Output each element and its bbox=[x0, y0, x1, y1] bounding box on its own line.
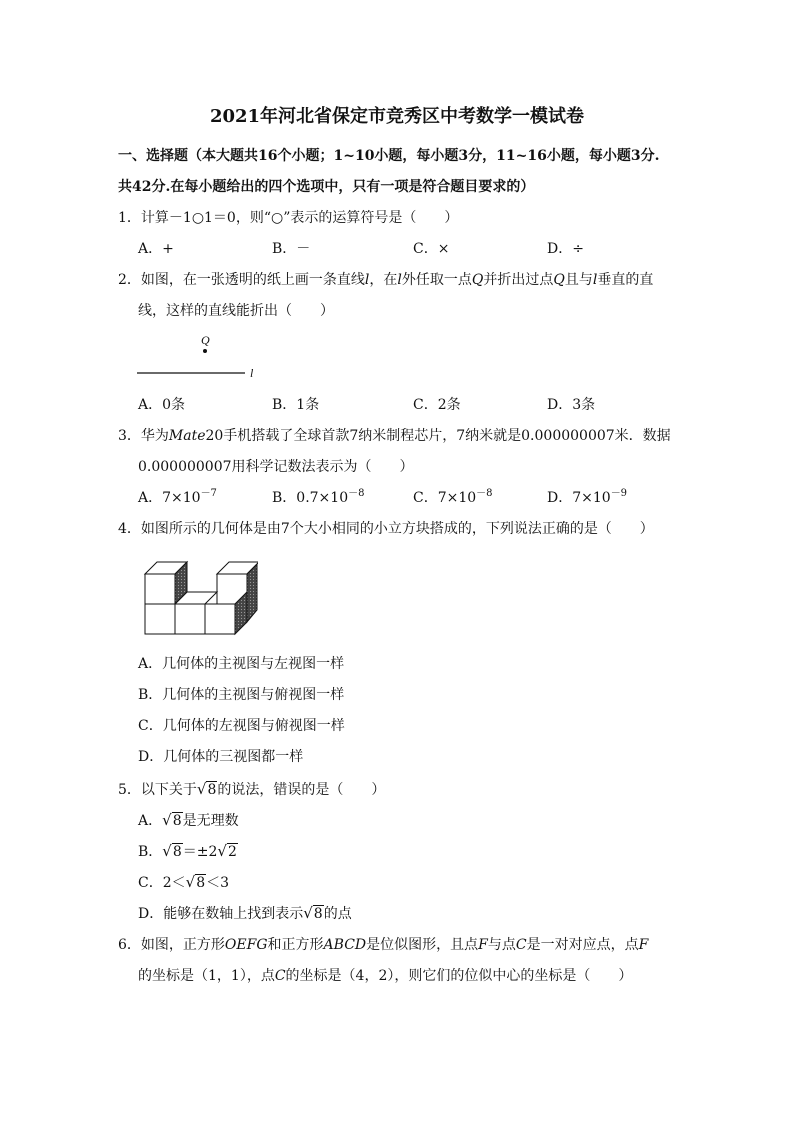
q2-option-a: A．0条 bbox=[138, 397, 186, 413]
cube-shade-right-high bbox=[247, 564, 257, 622]
q2-option-c: C．2条 bbox=[413, 397, 461, 413]
q2-var-q-2: Q bbox=[553, 272, 565, 288]
q3-stem-line1 bbox=[118, 427, 671, 445]
q6-stem-line2 bbox=[138, 967, 632, 985]
q5-option-c bbox=[138, 873, 229, 892]
sqrt-2-b bbox=[217, 842, 237, 861]
q2-stem-line2: 线，这样的直线能折出（ ） bbox=[138, 303, 334, 319]
q6-text-3: 是位似图形，且点 bbox=[366, 937, 479, 953]
radical-sign-a: √ bbox=[162, 811, 172, 829]
radical-sign: √ bbox=[196, 780, 207, 798]
q5-option-a bbox=[138, 811, 239, 830]
q5-text-b: 的说法，错误的是（ ） bbox=[217, 782, 386, 798]
q6-text-1: 6．如图，正方形 bbox=[118, 937, 225, 953]
q4-option-c: C．几何体的左视图与俯视图一样 bbox=[138, 718, 345, 734]
q3-option-d-exp: －9 bbox=[610, 488, 628, 499]
q5-a-text: 是无理数 bbox=[182, 813, 239, 829]
q2-figure bbox=[135, 330, 265, 380]
radical-sign-b: √ bbox=[162, 842, 172, 860]
q2-var-l-3: l bbox=[592, 272, 598, 288]
q4-option-d: D．几何体的三视图都一样 bbox=[138, 749, 304, 765]
q6-stem-line1 bbox=[118, 936, 648, 954]
radicand-8-a: 8 bbox=[172, 813, 182, 829]
cube-bottom-1 bbox=[145, 604, 175, 634]
radicand-8-b: 8 bbox=[172, 844, 182, 860]
q6-c-2: C bbox=[274, 968, 286, 984]
radical-sign-c: √ bbox=[185, 873, 196, 891]
sqrt-8-a bbox=[162, 811, 182, 830]
q4-option-a: A．几何体的主视图与左视图一样 bbox=[138, 656, 345, 672]
q5-d-text: 的点 bbox=[323, 906, 352, 922]
q3-text-a: 3．华为 bbox=[118, 428, 169, 444]
q2-var-q: Q bbox=[471, 272, 484, 288]
q5-stem bbox=[118, 780, 385, 799]
q1-option-b: B．－ bbox=[272, 241, 311, 257]
radical-sign-b2: √ bbox=[217, 842, 227, 860]
q6-text-4: 与点 bbox=[487, 937, 516, 953]
radicand-8-d: 8 bbox=[313, 906, 323, 922]
q3-option-a-exp: －7 bbox=[200, 488, 217, 499]
q2-option-b: B．1条 bbox=[272, 397, 320, 413]
q1-option-c: C．× bbox=[413, 241, 450, 257]
q2-stem-line1 bbox=[118, 271, 653, 289]
q2-var-l: l bbox=[364, 272, 370, 288]
cube-bottom-3 bbox=[205, 604, 235, 634]
q3-option-c-exp: －8 bbox=[476, 488, 493, 499]
q3-option-b bbox=[272, 489, 364, 507]
section-heading-line1: 一、选择题（本大题共16个小题；1~10小题，每小题3分，11~16小题，每小题3分. bbox=[118, 148, 660, 164]
q2-text-f: 垂直的直 bbox=[597, 272, 654, 288]
q2-text-a: 2．如图，在一张透明的纸上画一条直线 bbox=[118, 272, 365, 288]
q1-option-d: D．÷ bbox=[547, 241, 584, 257]
radicand-8: 8 bbox=[207, 782, 217, 798]
sqrt-8-d bbox=[303, 904, 323, 923]
sqrt-8-b bbox=[162, 842, 182, 861]
q6-f: F bbox=[478, 937, 488, 953]
q5-b-label: B． bbox=[138, 844, 163, 860]
cube-top-left bbox=[145, 574, 175, 604]
q5-b-mid: ＝±2 bbox=[182, 844, 218, 860]
q5-a-label: A． bbox=[138, 813, 163, 829]
radicand-8-c: 8 bbox=[196, 875, 206, 891]
q3-option-d bbox=[547, 489, 627, 507]
q3-option-d-base: D．7×10 bbox=[547, 490, 611, 506]
q3-option-b-base: B．0.7×10 bbox=[272, 490, 349, 506]
sqrt-8 bbox=[197, 780, 217, 799]
q3-mate: Mate bbox=[168, 428, 206, 444]
section-heading-line2: 共42分.在每小题给出的四个选项中，只有一项是符合题目要求的） bbox=[118, 179, 535, 195]
q2-option-d: D．3条 bbox=[547, 397, 596, 413]
q3-option-a bbox=[138, 489, 217, 507]
q5-c-text: ＜3 bbox=[206, 875, 230, 891]
q6-text-5: 是一对对应点，点 bbox=[526, 937, 639, 953]
q2-var-l-2: l bbox=[397, 272, 402, 288]
radical-sign-d: √ bbox=[303, 904, 313, 922]
q6-f-2: F bbox=[638, 937, 649, 953]
q3-stem-line2: 0.000000007用科学记数法表示为（ ） bbox=[138, 459, 414, 475]
q2-text-d: 并折出过点 bbox=[483, 272, 554, 288]
cube-bottom-2 bbox=[175, 604, 205, 634]
q6-abcd: ABCD bbox=[323, 937, 367, 953]
q2-text-b: ，在 bbox=[369, 272, 398, 288]
q6-text-7: 的坐标是（4，2），则它们的位似中心的坐标是（ ） bbox=[285, 968, 633, 984]
q2-text-c: 外任取一点 bbox=[401, 272, 472, 288]
q4-option-b: B．几何体的主视图与俯视图一样 bbox=[138, 687, 345, 703]
q5-text-a: 5．以下关于 bbox=[118, 782, 197, 798]
q3-option-b-exp: －8 bbox=[348, 488, 365, 499]
sqrt-8-c bbox=[186, 873, 206, 892]
q6-text-2: 和正方形 bbox=[267, 937, 324, 953]
radicand-2-b: 2 bbox=[227, 844, 237, 860]
q2-figure-q-label: Q bbox=[201, 333, 210, 347]
q3-text-b: 20手机搭载了全球首款7纳米制程芯片，7纳米就是0.000000007米．数据 bbox=[205, 428, 671, 444]
q5-option-b bbox=[138, 842, 238, 861]
q5-option-d bbox=[138, 904, 352, 923]
q6-oefg: OEFG bbox=[224, 937, 268, 953]
q2-figure-l-label: l bbox=[250, 366, 254, 380]
q3-option-a-base: A．7×10 bbox=[138, 490, 201, 506]
page-title: 2021年河北省保定市竞秀区中考数学一模试卷 bbox=[209, 106, 585, 127]
q6-text-6: 的坐标是（1，1），点 bbox=[138, 968, 275, 984]
q2-text-e: 且与 bbox=[564, 272, 593, 288]
q3-option-c-base: C．7×10 bbox=[413, 490, 477, 506]
q1-option-a: A．+ bbox=[138, 241, 174, 257]
q1-stem: 1．计算－1○1＝0，则“○”表示的运算符号是（ ） bbox=[118, 210, 459, 226]
q4-cube-figure bbox=[138, 548, 258, 638]
q3-option-c bbox=[413, 489, 493, 507]
q6-c: C bbox=[515, 937, 527, 953]
point-q bbox=[203, 349, 207, 353]
q5-d-label: D．能够在数轴上找到表示 bbox=[138, 906, 304, 922]
q5-c-label: C．2＜ bbox=[138, 875, 186, 891]
q4-stem: 4．如图所示的几何体是由7个大小相同的小立方块搭成的，下列说法正确的是（ ） bbox=[118, 521, 654, 537]
